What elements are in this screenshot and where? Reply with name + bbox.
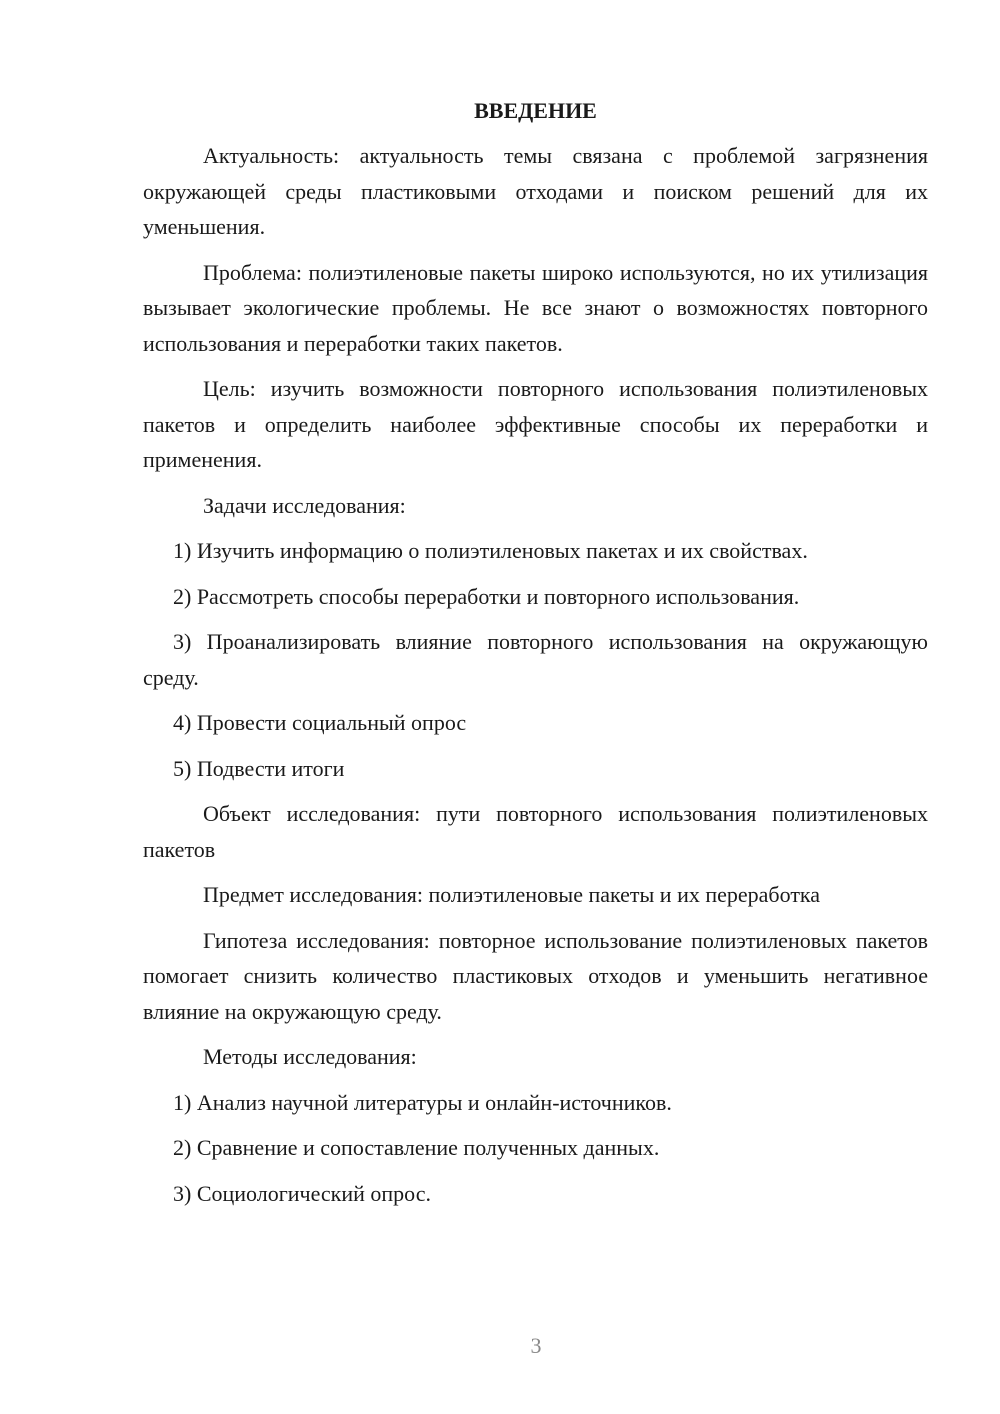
subject-paragraph: Предмет исследования: полиэтиленовые пакеты и их переработка	[203, 882, 821, 907]
task-item: 1) Изучить информацию о полиэтиленовых пакетах и их свойствах.	[173, 538, 808, 563]
hypothesis-paragraph: Гипотеза исследования: повторное использование полиэтиленовых пакетов помогает снизить количество пластиковых отходов и уменьшить негативное влияние на окружающую среду.	[143, 927, 928, 1024]
methods-heading: Методы исследования:	[203, 1044, 417, 1069]
page-title: ВВЕДЕНИЕ	[474, 98, 597, 123]
task-item: 2) Рассмотреть способы переработки и повторного использования.	[173, 583, 800, 609]
task-item: 4) Провести социальный опрос	[173, 710, 467, 735]
problem-paragraph: Проблема: полиэтиленовые пакеты широко используются, но их утилизация вызывает экологические проблемы. Не все знают о возможностях повторного использования и переработки таких пакетов.	[143, 259, 928, 356]
relevance-paragraph: Актуальность: актуальность темы связана с проблемой загрязнения окружающей среды пластиковыми отходами и поиском решений для их уменьшения.	[143, 143, 928, 239]
tasks-heading: Задачи исследования:	[203, 492, 406, 518]
task-item: 3) Проанализировать влияние повторного использования на окружающую среду.	[143, 629, 928, 690]
method-item: 2) Сравнение и сопоставление полученных данных.	[173, 1135, 660, 1160]
task-item: 5) Подвести итоги	[173, 755, 345, 781]
goal-paragraph: Цель: изучить возможности повторного использования полиэтиленовых пакетов и определить наиболее эффективные способы их переработки и применения.	[143, 376, 928, 472]
page-content	[143, 96, 928, 1221]
object-paragraph: Объект исследования: пути повторного использования полиэтиленовых пакетов	[143, 801, 928, 862]
method-item: 3) Социологический опрос.	[173, 1180, 431, 1206]
method-item: 1) Анализ научной литературы и онлайн-источников.	[173, 1089, 672, 1115]
page-number: 3	[530, 1333, 542, 1358]
